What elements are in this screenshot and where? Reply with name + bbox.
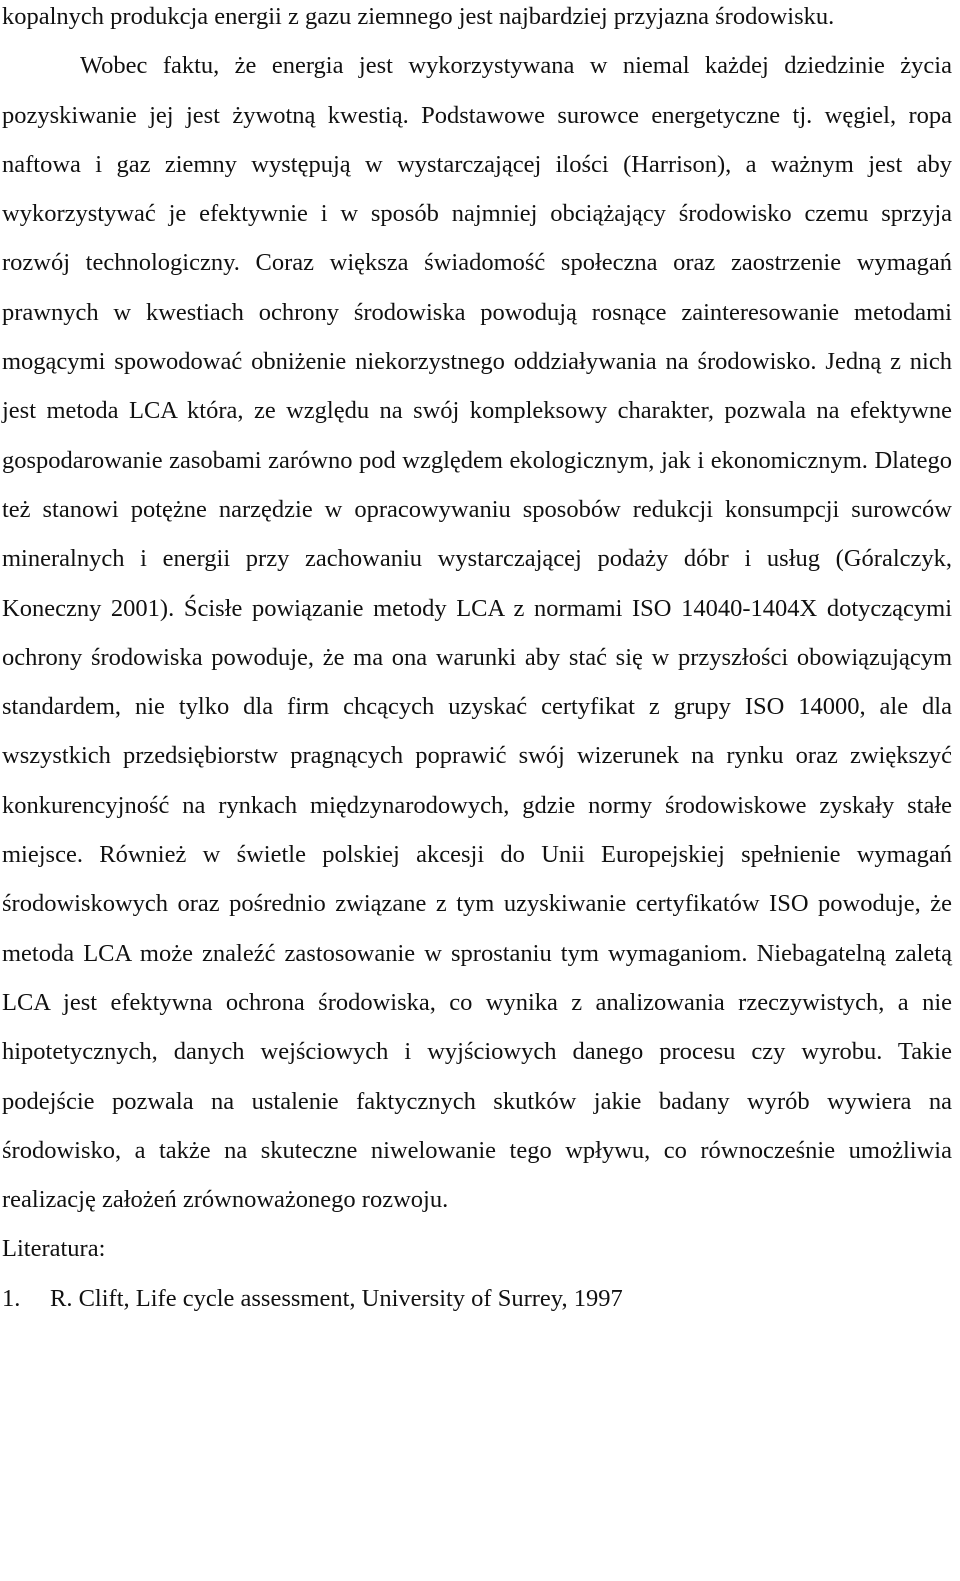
references-heading: Literatura: — [2, 1235, 106, 1263]
reference-text: R. Clift, Life cycle assessment, University of Surrey, 1997 — [50, 1284, 623, 1312]
paragraph-main: Wobec faktu, że energia jest wykorzystywana w niemal każdej dziedzinie życia pozyskiwanie jej jest żywotną kwestią. Podstawowe surowce energetyczne tj. węgiel, ropa naftowa i gaz ziemny występują w wystarczającej ilości (Harrison), a ważnym jest aby wykorzystywać je efektywnie i w sposób najmniej obciążający środowisko czemu sprzyja rozwój technologiczny. Coraz większa świadomość społeczna oraz zaostrzenie wymagań prawnych w kwestiach ochrony środowiska powodują rosnące zainteresowanie metodami mogącymi spowodować obniżenie niekorzystnego oddziaływania na środowisko. Jedną z nich jest metoda LCA która, ze względu na swój kompleksowy charakter, pozwala na efektywne gospodarowanie zasobami zarówno pod względem ekologicznym, jak i ekonomicznym. Dlatego też stanowi potężne narzędzie w opracowywaniu sposobów redukcji konsumpcji surowców mineralnych i energii przy zachowaniu wystarczającej podaży dóbr i usług (Góralczyk, Koneczny 2001). Ścisłe powiązanie metody LCA z normami ISO 14040-1404X dotyczącymi ochrony środowiska powoduje, że ma ona warunki aby stać się w przyszłości obowiązującym standardem, nie tylko dla firm chcących uzyskać certyfikat z grupy ISO 14000, ale dla wszystkich przedsiębiorstw pragnących poprawić swój wizerunek na rynku oraz zwiększyć konkurencyjność na rynkach międzynarodowych, gdzie normy środowiskowe zyskały stałe miejsce. Również w świetle polskiej akcesji do Unii Europejskiej spełnienie wymagań środowiskowych oraz pośrednio związane z tym uzyskiwanie certyfikatów ISO powoduje, że metoda LCA może znaleźć zastosowanie w sprostaniu tym wymaganiom. Niebagatelną zaletą LCA jest efektywna ochrona środowiska, co wynika z analizowania rzeczywistych, a nie hipotetycznych, danych wejściowych i wyjściowych danego procesu czy wyrobu. Takie podejście pozwala na ustalenie faktycznych skutków jakie badany wyrób wywiera na środowisko, a także na skuteczne niwelowanie tego wpływu, co równocześnie umożliwia realizację założeń zrównoważonego rozwoju. — [2, 52, 952, 1214]
reference-number: 1. — [2, 1284, 21, 1312]
paragraph-continuation: kopalnych produkcja energii z gazu ziemnego jest najbardziej przyjazna środowisku. — [2, 3, 835, 30]
document-page — [2, 0, 952, 1323]
reference-item — [2, 1274, 952, 1323]
